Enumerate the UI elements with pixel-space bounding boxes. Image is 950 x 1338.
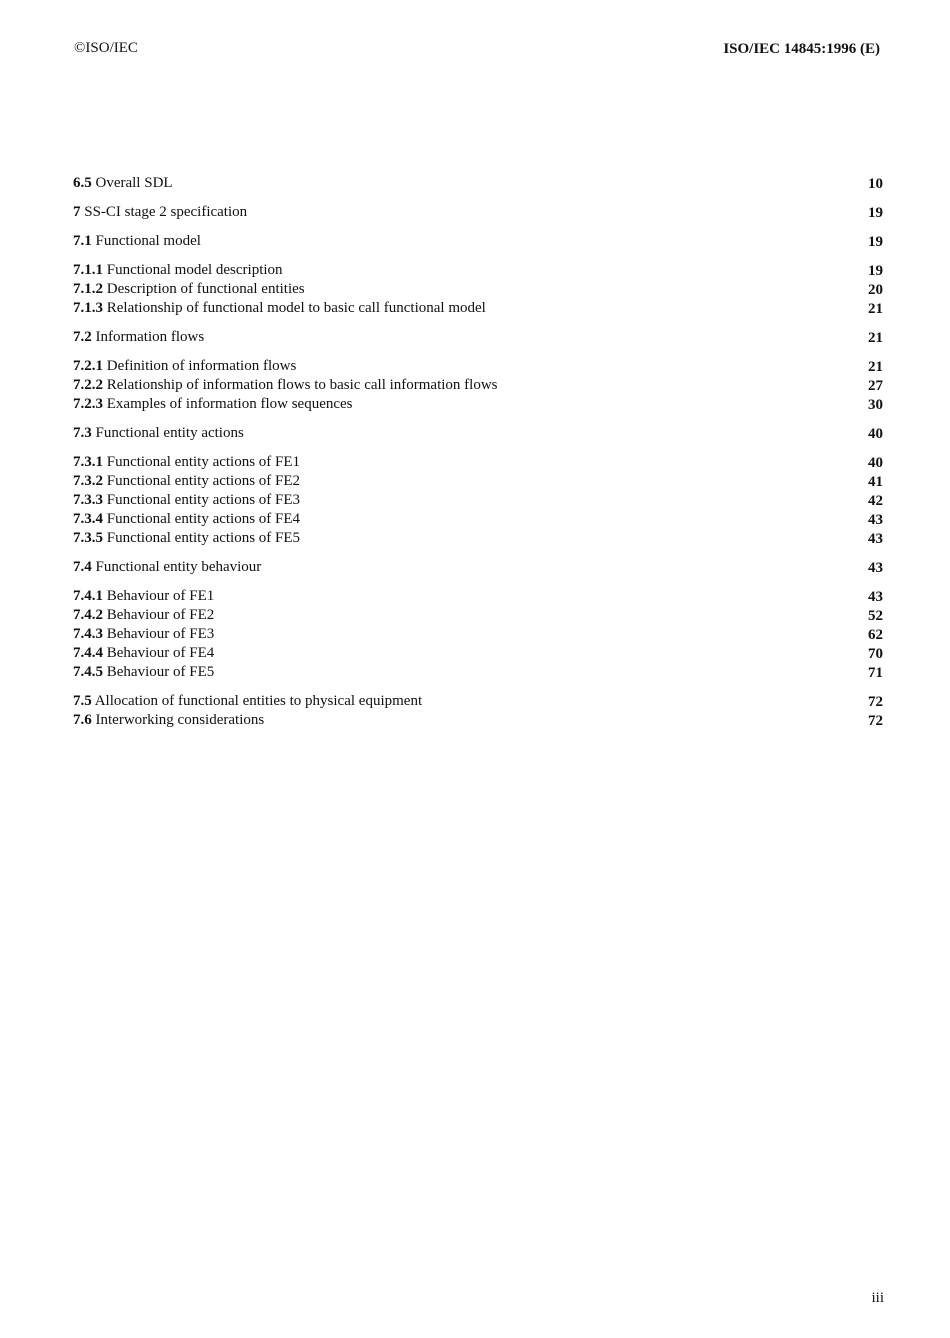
toc-entry-page: 27 <box>868 378 883 394</box>
toc-entry-number: 7.1.1 <box>73 262 103 278</box>
toc-entry-number: 7.4.3 <box>73 626 103 642</box>
toc-entry-number: 7.4.1 <box>73 588 103 604</box>
toc-entry-title: Definition of information flows <box>106 358 297 374</box>
toc-entry-page: 72 <box>868 713 883 729</box>
toc-entry-number: 7.2.1 <box>73 358 103 374</box>
toc-entry-number: 7.1 <box>73 233 92 249</box>
toc-entry-title: Description of functional entities <box>106 281 305 297</box>
toc-entry-number: 7.1.2 <box>73 281 103 297</box>
toc-entry[interactable] <box>73 510 883 529</box>
toc-entry[interactable] <box>73 395 883 414</box>
toc-entry[interactable] <box>73 491 883 510</box>
toc-entry-title: Relationship of functional model to basic call functional model <box>106 300 486 316</box>
toc-entry-number: 7.3.5 <box>73 530 103 546</box>
toc-entry[interactable] <box>73 644 883 663</box>
toc-entry-title: Information flows <box>95 329 205 345</box>
toc-entry-page: 10 <box>868 176 883 192</box>
toc-entry[interactable] <box>73 711 883 730</box>
toc-entry[interactable] <box>73 558 883 577</box>
toc-entry-page: 43 <box>868 512 883 528</box>
toc-entry-number: 7.4.2 <box>73 607 103 623</box>
toc-entry-number: 7.4 <box>73 559 92 575</box>
toc-entry-page: 42 <box>868 493 883 509</box>
toc-entry-title: Functional model <box>95 233 201 249</box>
toc-entry[interactable] <box>73 299 883 318</box>
toc-entry-number: 7.3.4 <box>73 511 103 527</box>
toc-entry-page: 19 <box>868 263 883 279</box>
toc-entry-title: SS-CI stage 2 specification <box>84 204 248 220</box>
toc-entry[interactable] <box>73 424 883 443</box>
toc-entry[interactable] <box>73 692 883 711</box>
toc-entry-title: Behaviour of FE3 <box>106 626 215 642</box>
toc-entry-number: 6.5 <box>73 175 92 191</box>
toc-entry[interactable] <box>73 606 883 625</box>
toc-entry-title: Relationship of information flows to basic call information flows <box>106 377 498 393</box>
toc-entry-title: Functional model description <box>106 262 283 278</box>
toc-entry-title: Behaviour of FE1 <box>106 588 215 604</box>
toc-entry-page: 43 <box>868 531 883 547</box>
footer-page-number: iii <box>871 1290 884 1306</box>
toc-entry-title: Behaviour of FE5 <box>106 664 215 680</box>
toc-entry-page: 40 <box>868 426 883 442</box>
toc-entry[interactable] <box>73 261 883 280</box>
toc-entry-number: 7.3.1 <box>73 454 103 470</box>
toc-entry-number: 7.2 <box>73 329 92 345</box>
toc-entry-title: Functional entity behaviour <box>95 559 262 575</box>
toc-entry-number: 7.2.2 <box>73 377 103 393</box>
toc-entry-title: Functional entity actions of FE4 <box>106 511 301 527</box>
toc-entry-title: Behaviour of FE2 <box>106 607 215 623</box>
toc-entry-page: 62 <box>868 627 883 643</box>
toc-entry-title: Functional entity actions of FE3 <box>106 492 301 508</box>
toc-entry-page: 21 <box>868 301 883 317</box>
toc-entry-number: 7.3.3 <box>73 492 103 508</box>
toc-entry-page: 43 <box>868 589 883 605</box>
toc-entry-title: Behaviour of FE4 <box>106 645 215 661</box>
toc-entry-page: 30 <box>868 397 883 413</box>
toc-entry-title: Functional entity actions <box>95 425 244 441</box>
toc-entry-title: Overall SDL <box>95 175 173 191</box>
toc-entry[interactable] <box>73 232 883 251</box>
toc-entry-number: 7.6 <box>73 712 92 728</box>
toc-entry-page: 19 <box>868 234 883 250</box>
toc-entry-page: 20 <box>868 282 883 298</box>
toc-entry-number: 7.2.3 <box>73 396 103 412</box>
table-of-contents <box>73 174 883 730</box>
toc-entry[interactable] <box>73 376 883 395</box>
toc-entry[interactable] <box>73 328 883 347</box>
toc-entry-page: 19 <box>868 205 883 221</box>
toc-entry-title: Allocation of functional entities to physical equipment <box>94 693 423 709</box>
toc-entry[interactable] <box>73 625 883 644</box>
toc-entry-number: 7.3 <box>73 425 92 441</box>
toc-entry[interactable] <box>73 472 883 491</box>
toc-entry-page: 41 <box>868 474 883 490</box>
toc-entry-page: 70 <box>868 646 883 662</box>
toc-entry-page: 43 <box>868 560 883 576</box>
toc-entry[interactable] <box>73 587 883 606</box>
toc-entry-number: 7.3.2 <box>73 473 103 489</box>
toc-entry-page: 52 <box>868 608 883 624</box>
toc-entry[interactable] <box>73 174 883 193</box>
toc-entry[interactable] <box>73 203 883 222</box>
toc-entry-number: 7.4.4 <box>73 645 103 661</box>
toc-entry[interactable] <box>73 357 883 376</box>
header-standard-id: ISO/IEC 14845:1996 (E) <box>723 41 880 57</box>
toc-entry-title: Functional entity actions of FE1 <box>106 454 301 470</box>
toc-entry[interactable] <box>73 453 883 472</box>
header-copyright: ©ISO/IEC <box>74 40 138 56</box>
toc-entry-title: Functional entity actions of FE5 <box>106 530 301 546</box>
toc-entry-title: Interworking considerations <box>95 712 265 728</box>
toc-entry[interactable] <box>73 529 883 548</box>
toc-entry-number: 7.4.5 <box>73 664 103 680</box>
toc-entry-number: 7.5 <box>73 693 92 709</box>
toc-entry-page: 40 <box>868 455 883 471</box>
toc-entry-title: Examples of information flow sequences <box>106 396 353 412</box>
toc-entry-number: 7 <box>73 204 81 220</box>
toc-entry-number: 7.1.3 <box>73 300 103 316</box>
toc-entry-title: Functional entity actions of FE2 <box>106 473 301 489</box>
toc-entry-page: 21 <box>868 359 883 375</box>
toc-entry[interactable] <box>73 663 883 682</box>
toc-entry-page: 21 <box>868 330 883 346</box>
toc-entry[interactable] <box>73 280 883 299</box>
toc-entry-page: 71 <box>868 665 883 681</box>
toc-entry-page: 72 <box>868 694 883 710</box>
